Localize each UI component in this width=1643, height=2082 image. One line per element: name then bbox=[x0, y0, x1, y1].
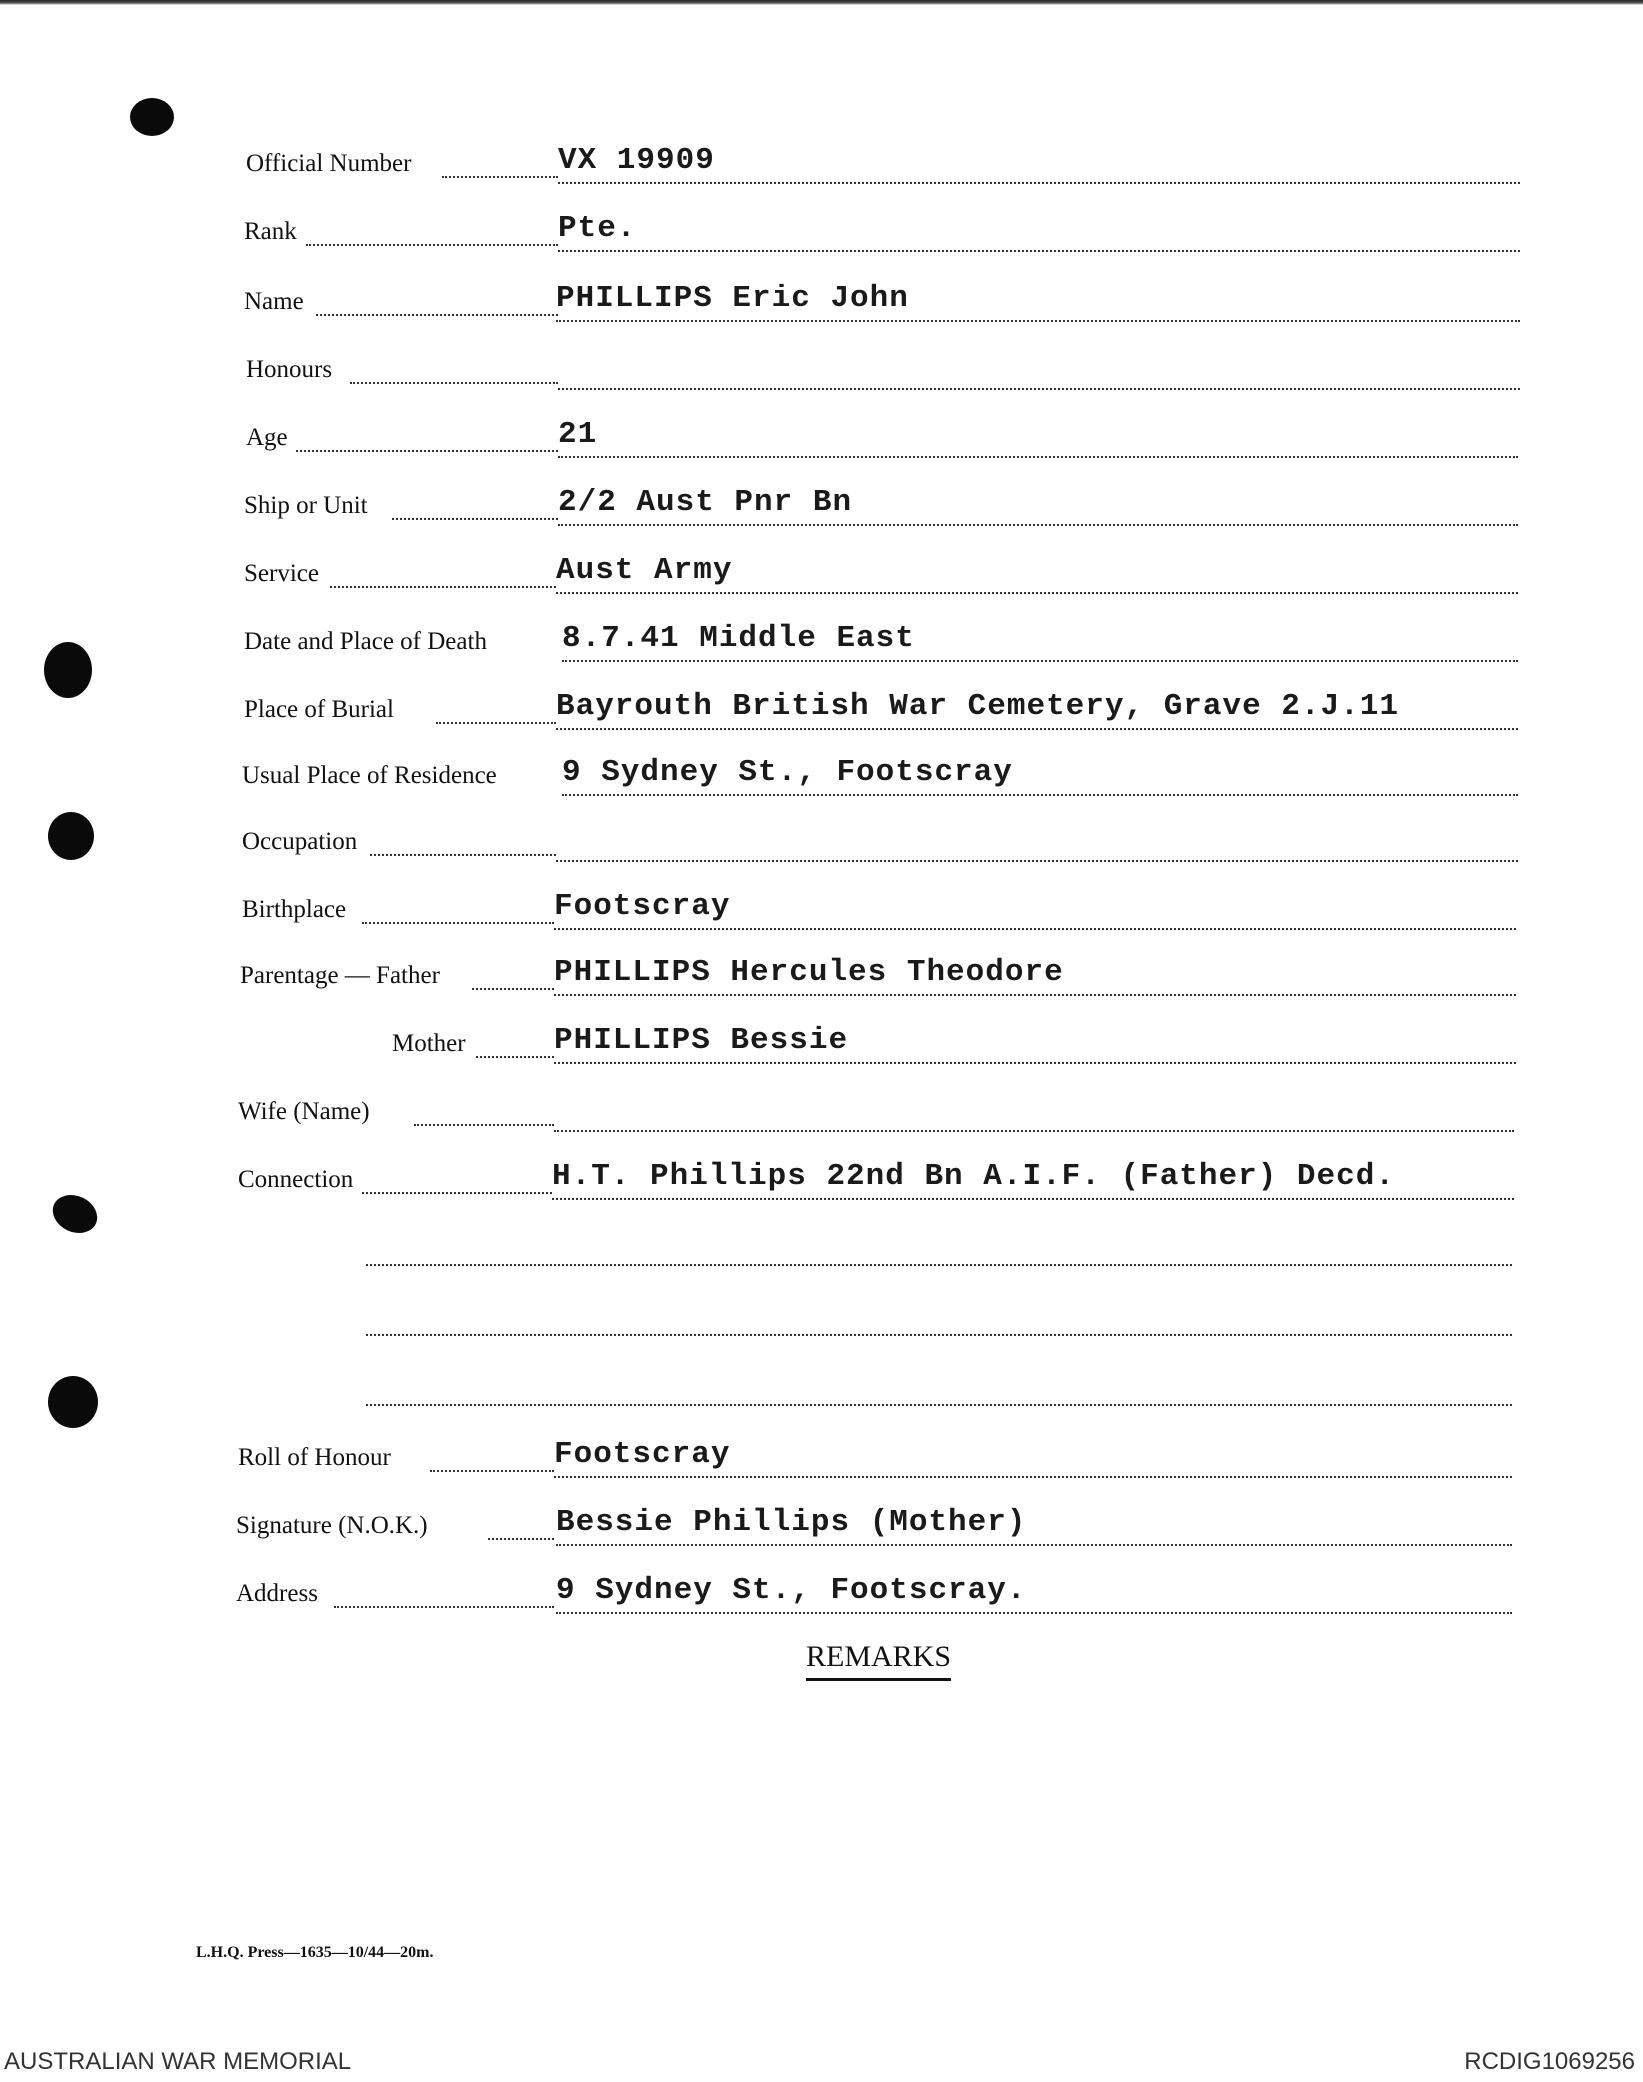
field-value: Bayrouth British War Cemetery, Grave 2.J.11 bbox=[556, 689, 1399, 724]
dot-leader bbox=[476, 1056, 554, 1058]
field-label: Service bbox=[244, 560, 319, 587]
punch-hole bbox=[48, 812, 94, 860]
field-value: 9 Sydney St., Footscray. bbox=[556, 1573, 1027, 1608]
field-value: 21 bbox=[558, 417, 598, 452]
field-value: PHILLIPS Hercules Theodore bbox=[554, 955, 1064, 990]
dotted-line bbox=[556, 1612, 1512, 1614]
field-label: Name bbox=[244, 288, 304, 315]
field-value: PHILLIPS Eric John bbox=[556, 281, 909, 316]
dotted-line bbox=[552, 1198, 1514, 1200]
dotted-line bbox=[558, 388, 1520, 390]
field-label: Roll of Honour bbox=[238, 1444, 391, 1471]
field-value: H.T. Phillips 22nd Bn A.I.F. (Father) Decd. bbox=[552, 1159, 1395, 1194]
punch-hole bbox=[48, 1376, 98, 1428]
field-value: Footscray bbox=[554, 889, 731, 924]
dot-leader bbox=[316, 314, 558, 316]
field-value: Pte. bbox=[558, 211, 637, 246]
dot-leader bbox=[430, 1470, 554, 1472]
dot-leader bbox=[392, 518, 558, 520]
dot-leader bbox=[436, 722, 556, 724]
dot-leader bbox=[330, 586, 556, 588]
field-label: Mother bbox=[392, 1030, 466, 1057]
field-value: 2/2 Aust Pnr Bn bbox=[558, 485, 853, 520]
field-label: Ship or Unit bbox=[244, 492, 368, 519]
dotted-line bbox=[556, 860, 1518, 862]
dot-leader bbox=[442, 176, 558, 178]
field-label: Place of Burial bbox=[244, 696, 394, 723]
dot-leader bbox=[306, 244, 558, 246]
field-value: 9 Sydney St., Footscray bbox=[562, 755, 1013, 790]
dotted-line bbox=[562, 794, 1518, 796]
punch-hole bbox=[130, 98, 174, 136]
field-label: Parentage — Father bbox=[240, 962, 440, 989]
dotted-line bbox=[562, 660, 1518, 662]
dot-leader bbox=[488, 1538, 554, 1540]
field-label: Usual Place of Residence bbox=[242, 762, 497, 789]
field-label: Occupation bbox=[242, 828, 358, 855]
field-label: Connection bbox=[238, 1166, 354, 1193]
punch-hole bbox=[44, 642, 92, 698]
punch-hole bbox=[47, 1188, 104, 1240]
dotted-line bbox=[556, 592, 1518, 594]
footer-right: RCDIG1069256 bbox=[1464, 2048, 1635, 2075]
field-value: Bessie Phillips (Mother) bbox=[556, 1505, 1027, 1540]
dotted-line bbox=[554, 1062, 1516, 1064]
press-mark: L.H.Q. Press—1635—10/44—20m. bbox=[196, 1944, 434, 1961]
field-label: Birthplace bbox=[242, 896, 347, 923]
dotted-line bbox=[554, 928, 1516, 930]
dot-leader bbox=[472, 988, 554, 990]
dotted-line bbox=[558, 182, 1520, 184]
dot-leader bbox=[350, 382, 558, 384]
field-label: Official Number bbox=[246, 150, 412, 177]
field-label: Signature (N.O.K.) bbox=[236, 1512, 428, 1539]
dot-leader bbox=[296, 450, 558, 452]
dotted-line bbox=[558, 250, 1520, 252]
field-value: 8.7.41 Middle East bbox=[562, 621, 915, 656]
field-label: Age bbox=[246, 424, 288, 451]
dotted-line bbox=[556, 1544, 1512, 1546]
dotted-line bbox=[556, 728, 1518, 730]
dotted-line bbox=[554, 1130, 1514, 1132]
field-value: PHILLIPS Bessie bbox=[554, 1023, 849, 1058]
dot-leader bbox=[362, 1192, 552, 1194]
connection-continuation-line bbox=[366, 1264, 1512, 1266]
field-value: Aust Army bbox=[556, 553, 733, 588]
field-label: Date and Place of Death bbox=[244, 628, 487, 655]
dotted-line bbox=[558, 524, 1518, 526]
dotted-line bbox=[558, 456, 1518, 458]
field-value: Footscray bbox=[554, 1437, 731, 1472]
dotted-line bbox=[554, 994, 1516, 996]
remarks-heading: REMARKS bbox=[806, 1640, 951, 1681]
field-value: VX 19909 bbox=[558, 143, 715, 178]
dot-leader bbox=[362, 922, 554, 924]
footer-left: AUSTRALIAN WAR MEMORIAL bbox=[4, 2048, 352, 2075]
field-label: Address bbox=[236, 1580, 318, 1607]
dot-leader bbox=[334, 1606, 554, 1608]
field-label: Rank bbox=[244, 218, 297, 245]
field-label: Wife (Name) bbox=[238, 1098, 370, 1125]
connection-continuation-line bbox=[366, 1404, 1512, 1406]
field-label: Honours bbox=[246, 356, 333, 383]
dotted-line bbox=[556, 320, 1520, 322]
page-top-edge bbox=[0, 0, 1643, 5]
dot-leader bbox=[370, 854, 556, 856]
connection-continuation-line bbox=[366, 1334, 1512, 1336]
dot-leader bbox=[414, 1124, 554, 1126]
dotted-line bbox=[554, 1476, 1512, 1478]
